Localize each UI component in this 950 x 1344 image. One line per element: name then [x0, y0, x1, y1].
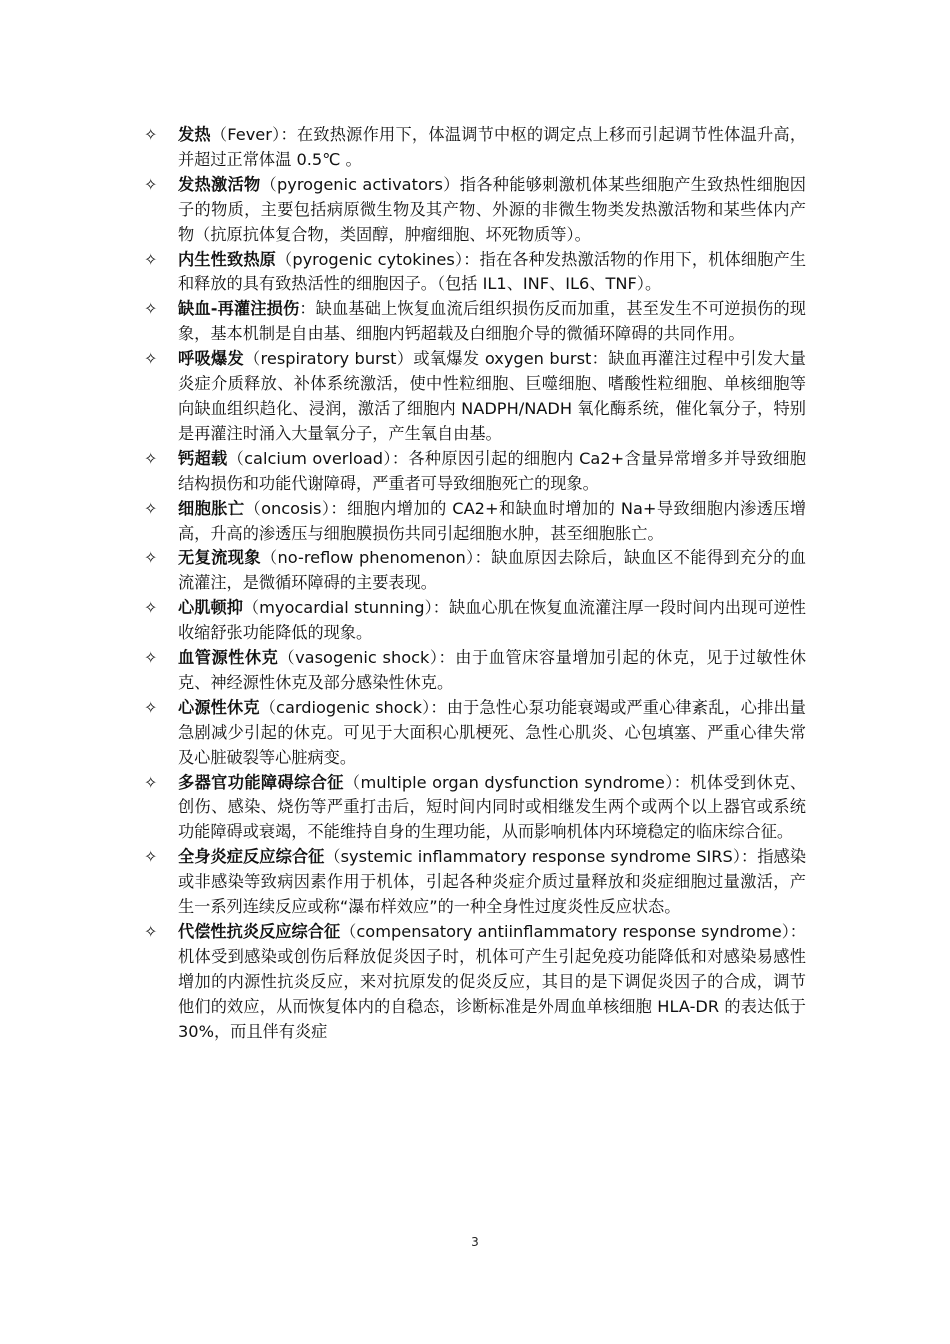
list-item	[144, 596, 806, 646]
diamond-bullet-icon: ✧	[144, 448, 158, 468]
definition-text: （myocardial stunning）：缺血心肌在恢复血流灌注厚一段时间内出现可逆性收缩舒张功能降低的现象。	[178, 598, 806, 643]
term-label: 多器官功能障碍综合征	[178, 772, 344, 792]
definition-text: （Fever）：在致热源作用下，体温调节中枢的调定点上移而引起调节性体温升高，并超过正常体温 0.5℃ 。	[178, 125, 807, 169]
term-label: 发热激活物	[178, 174, 261, 194]
term-label: 心源性休克	[178, 697, 260, 717]
list-item	[144, 696, 806, 771]
term-label: 无复流现象	[178, 548, 261, 568]
list-item	[144, 920, 806, 1045]
list-item	[144, 845, 806, 920]
term-label: 发热	[178, 125, 211, 144]
definition-text: （vasogenic shock）：由于血管床容量增加引起的休克，见于过敏性休克、神经源性休克及部分感染性休克。	[178, 648, 807, 692]
list-item	[144, 447, 806, 497]
diamond-bullet-icon: ✧	[144, 922, 158, 941]
definition-list	[144, 123, 806, 1045]
list-item	[144, 347, 806, 447]
diamond-bullet-icon: ✧	[144, 548, 158, 568]
list-item	[144, 123, 806, 173]
definition-text: （multiple organ dysfunction syndrome）：机体受到休克、创伤、感染、烧伤等严重打击后，短时间内同时或相继发生两个或两个以上器官或系统功能障碍或衰竭，不能维持自身的生理功能，从而影响机体内环境稳定的临床综合征。	[178, 772, 807, 842]
list-item	[144, 771, 806, 846]
term-label: 血管源性休克	[178, 648, 279, 668]
term-label: 细胞胀亡	[178, 498, 245, 518]
term-label: 心肌顿抑	[178, 598, 243, 618]
diamond-bullet-icon: ✧	[144, 498, 158, 518]
definition-text: （oncosis）：细胞内增加的 CA2+和缺血时增加的 Na+导致细胞内渗透压增高，升高的渗透压与细胞膜损伤共同引起细胞水肿，甚至细胞胀亡。	[178, 498, 807, 543]
term-label: 缺血-再灌注损伤	[178, 299, 300, 319]
definition-text: （no-reflow phenomenon）：缺血原因去除后，缺血区不能得到充分的血流灌注，是微循环障碍的主要表现。	[178, 548, 806, 593]
definition-text: ：缺血基础上恢复血流后组织损伤反而加重，甚至发生不可逆损伤的现象，基本机制是自由基、细胞内钙超载及白细胞介导的微循环障碍的共同作用。	[178, 299, 806, 344]
definition-text: （systemic inflammatory response syndrome SIRS）：指感染或非感染等致病因素作用于机体，引起各种炎症介质过量释放和炎症细胞过量激活，产生一系列连续反应或称“瀑布样效应”的一种全身性过度炎性反应状态。	[178, 847, 807, 917]
page-number: 3	[471, 1235, 479, 1249]
term-label: 呼吸爆发	[178, 349, 245, 369]
diamond-bullet-icon: ✧	[144, 349, 158, 369]
term-label: 钙超载	[178, 448, 228, 468]
diamond-bullet-icon: ✧	[144, 648, 158, 668]
list-item	[144, 297, 806, 347]
term-label: 全身炎症反应综合征	[178, 847, 325, 867]
list-item	[144, 248, 806, 298]
list-item	[144, 173, 806, 248]
term-label: 代偿性抗炎反应综合征	[178, 922, 341, 941]
term-label: 内生性致热原	[178, 249, 276, 269]
definition-text: （cardiogenic shock）：由于急性心泵功能衰竭或严重心律紊乱，心排出量急剧减少引起的休克。可见于大面积心肌梗死、急性心肌炎、心包填塞、严重心律失常及心脏破裂等心脏病变。	[178, 697, 806, 767]
diamond-bullet-icon: ✧	[144, 598, 158, 618]
diamond-bullet-icon: ✧	[144, 697, 158, 717]
diamond-bullet-icon: ✧	[144, 125, 158, 144]
list-item	[144, 497, 806, 547]
definition-text: （respiratory burst）或氧爆发 oxygen burst：缺血再灌注过程中引发大量炎症介质释放、补体系统激活，使中性粒细胞、巨噬细胞、嗜酸性粒细胞、单核细胞等向缺血组织趋化、浸润，激活了细胞内 NADPH/NADH 氧化酶系统，催化氧分子，特别是再灌注时涌入大量氧分子，产生氧自由基。	[178, 349, 806, 443]
diamond-bullet-icon: ✧	[144, 249, 158, 269]
definition-text: （compensatory antiinflammatory response syndrome）：机体受到感染或创伤后释放促炎因子时，机体可产生引起免疫功能降低和对感染易感性增加的内源性抗炎反应，来对抗原发的促炎反应，其目的是下调促炎因子的合成，调节他们的效应，从而恢复体内的自稳态，诊断标准是外周血单核细胞 HLA-DR 的表达低于 30%，而且伴有炎症	[178, 922, 806, 1041]
diamond-bullet-icon: ✧	[144, 772, 158, 792]
definition-text: （pyrogenic activators）指各种能够刺激机体某些细胞产生致热性细胞因子的物质，主要包括病原微生物及其产物、外源的非微生物类发热激活物和某些体内产物（抗原抗体复合物，类固醇，肿瘤细胞、坏死物质等）。	[178, 174, 806, 244]
diamond-bullet-icon: ✧	[144, 299, 158, 319]
definition-text: （calcium overload）：各种原因引起的细胞内 Ca2+含量异常增多并导致细胞结构损伤和功能代谢障碍，严重者可导致细胞死亡的现象。	[178, 448, 807, 493]
list-item	[144, 646, 806, 696]
diamond-bullet-icon: ✧	[144, 847, 158, 867]
list-item	[144, 546, 806, 596]
diamond-bullet-icon: ✧	[144, 174, 158, 194]
definition-text: （pyrogenic cytokines）：指在各种发热激活物的作用下，机体细胞产生和释放的具有致热活性的细胞因子。（包括 IL1、INF、IL6、TNF）。	[178, 249, 807, 294]
